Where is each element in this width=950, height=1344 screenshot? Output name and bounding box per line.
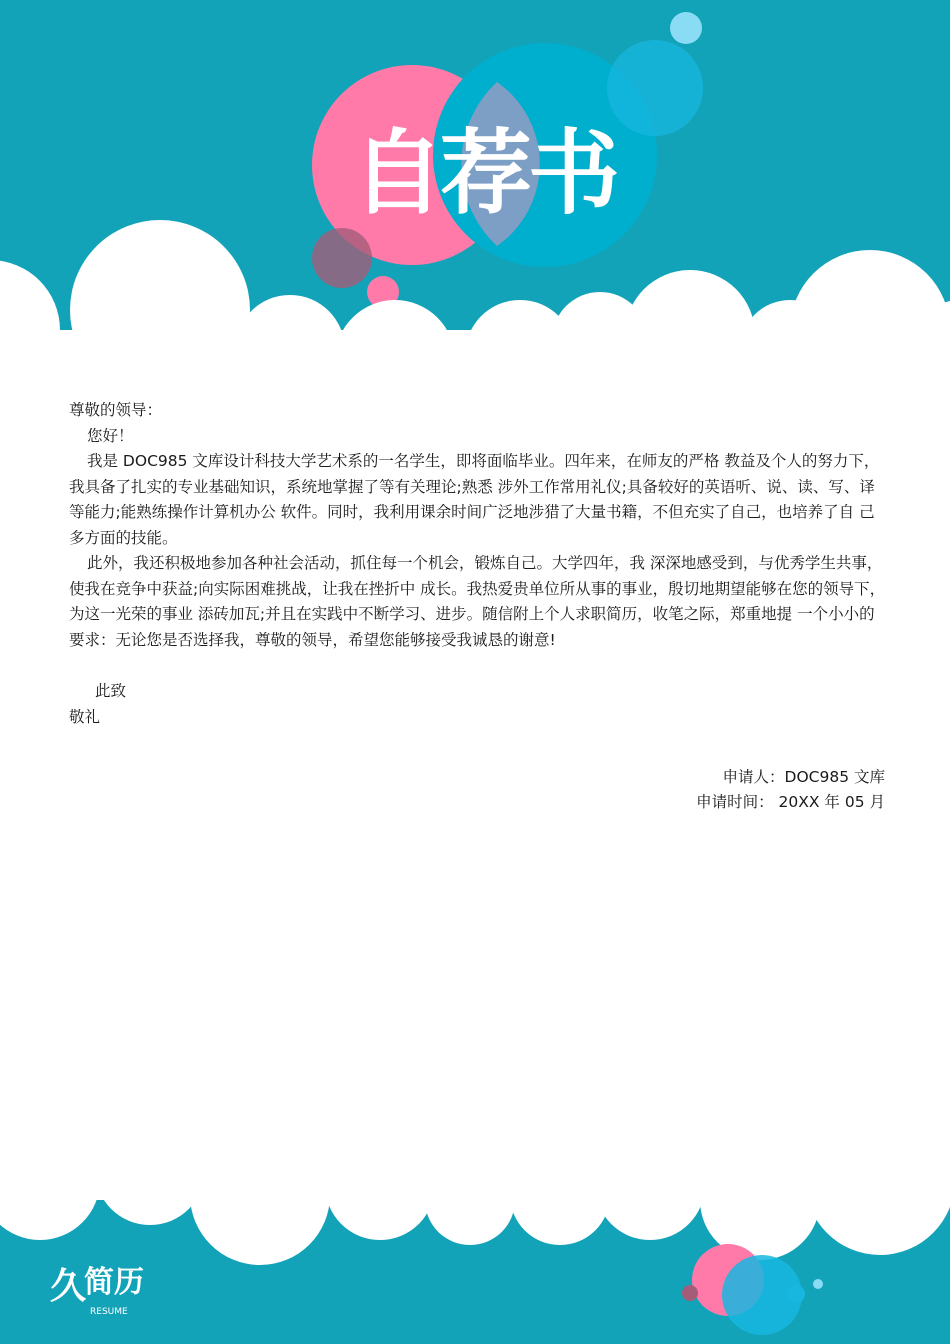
paragraph-2: 此外，我还积极地参加各种社会活动，抓住每一个机会，锻炼自己。大学四年，我 深深地感受到，与优秀学生共事，使我在竞争中获益;向实际困难挑战，让我在挫折中 成长。我热爱贵单位所从事的事业，殷切地期望能够在您的领导下，为这一光荣的事业 添砖加瓦;并且在实践中不断学习、进步。随信附上个人求职简历，收笔之际，郑重地提 一个小小的要求：无论您是否选择我，尊敬的领导，希望您能够接受我诚恳的谢意! [69, 554, 886, 649]
applicant: 申请人：DOC985 文库 [722, 768, 885, 786]
greeting: 您好！ [87, 426, 134, 445]
header-banner [0, 0, 950, 360]
logo-text: 简历 [84, 1265, 144, 1300]
bubble-top-right [607, 40, 703, 136]
footer-tiny-bubble [813, 1279, 823, 1289]
svg-text:久: 久 [50, 1266, 87, 1307]
paragraph-1: 我是 DOC985 文库设计科技大学艺术系的一名学生，即将面临毕业。四年来，在师友的严格 教益及个人的努力下，我具备了扎实的专业基础知识，系统地掌握了等有关理论;熟悉 涉外工作常用礼仪;具备较好的英语听、说、读、写、译等能力;能熟练操作计算机办公 软件。同时，我利用课余时间广泛地涉猎了大量书籍，不但充实了自己，也培养了自 己多方面的技能。 [69, 452, 880, 547]
letter-body [69, 398, 887, 730]
salutation: 尊敬的领导： [69, 401, 163, 419]
application-date: 申请时间： 20XX 年 05 月 [696, 793, 885, 811]
closing-line-1: 此致 [95, 682, 127, 700]
footer-banner [0, 1140, 950, 1344]
bubble-mauve [312, 228, 372, 288]
closing-line-2: 敬礼 [69, 707, 101, 726]
footer-small-bubble [787, 1285, 805, 1303]
logo-sub: RESUME [90, 1307, 128, 1317]
signature-block [696, 765, 885, 815]
header-art [0, 0, 950, 360]
page-title: 自荐书 [351, 119, 617, 227]
footer-mauve-dot [682, 1285, 698, 1301]
bubble-small-top [670, 12, 702, 44]
footer-art [0, 1140, 950, 1344]
